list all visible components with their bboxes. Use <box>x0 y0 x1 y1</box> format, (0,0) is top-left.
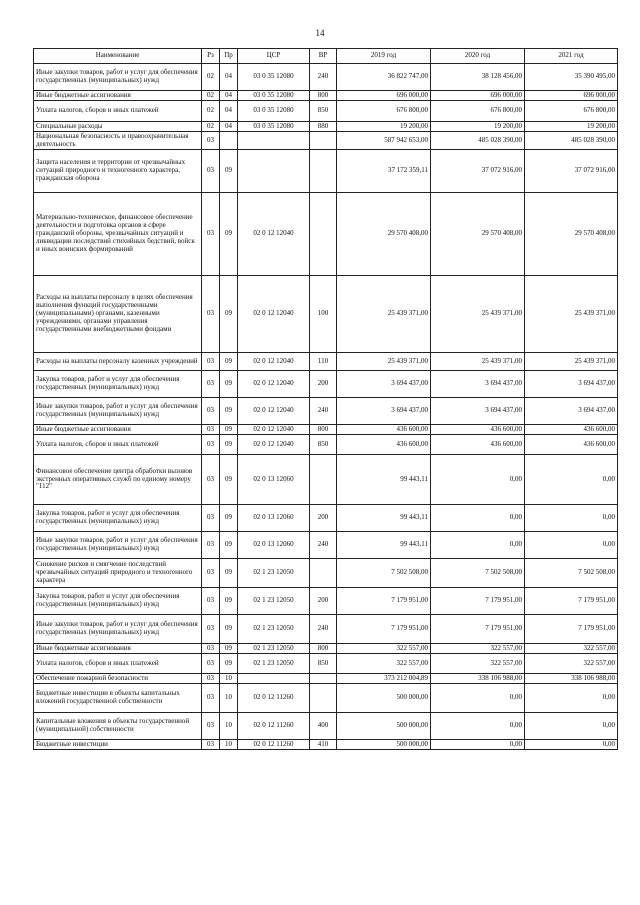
row-2019: 3 694 437,00 <box>337 371 431 398</box>
row-csr: 03 0 35 12080 <box>238 101 310 122</box>
row-pr: 09 <box>220 425 238 435</box>
row-pr: 09 <box>220 654 238 674</box>
table-row <box>34 455 618 505</box>
row-2019: 587 942 653,00 <box>337 132 431 150</box>
row-pr: 04 <box>220 122 238 132</box>
row-vr <box>310 674 337 684</box>
row-2021: 37 072 916,00 <box>525 150 618 193</box>
row-rz: 03 <box>202 532 220 559</box>
table-row <box>34 101 618 122</box>
row-pr: 09 <box>220 435 238 455</box>
row-pr: 04 <box>220 91 238 101</box>
row-2021: 0,00 <box>525 684 618 713</box>
row-vr: 100 <box>310 276 337 353</box>
row-csr: 02 1 23 12050 <box>238 559 310 588</box>
row-rz: 02 <box>202 91 220 101</box>
header-2020: 2020 год <box>431 49 525 64</box>
row-vr: 400 <box>310 713 337 740</box>
row-name: Финансовое обеспечение центра обработки вызовов экстренных оперативных служб по единому номеру "112" <box>34 455 202 505</box>
header-rz: Рз <box>202 49 220 64</box>
row-rz: 03 <box>202 713 220 740</box>
row-pr: 09 <box>220 353 238 371</box>
row-csr: 02 0 13 12060 <box>238 505 310 532</box>
row-name: Бюджетные инвестиции <box>34 740 202 750</box>
row-csr: 02 0 12 11260 <box>238 684 310 713</box>
row-2019: 696 000,00 <box>337 91 431 101</box>
row-vr: 410 <box>310 740 337 750</box>
header-name: Наименование <box>34 49 202 64</box>
row-rz: 03 <box>202 371 220 398</box>
row-pr: 09 <box>220 398 238 425</box>
table-row <box>34 425 618 435</box>
table-row <box>34 132 618 150</box>
row-vr: 240 <box>310 615 337 644</box>
row-2020: 0,00 <box>431 505 525 532</box>
table-row <box>34 371 618 398</box>
row-csr: 02 1 23 12050 <box>238 644 310 654</box>
row-vr <box>310 455 337 505</box>
row-2020: 0,00 <box>431 684 525 713</box>
row-name: Уплата налогов, сборов и иных платежей <box>34 435 202 455</box>
row-csr: 02 0 12 12040 <box>238 193 310 276</box>
row-vr <box>310 150 337 193</box>
row-2021: 322 557,00 <box>525 644 618 654</box>
row-2021: 19 200,00 <box>525 122 618 132</box>
row-2021: 7 502 508,00 <box>525 559 618 588</box>
row-2020: 7 179 951,00 <box>431 615 525 644</box>
row-rz: 03 <box>202 425 220 435</box>
row-2019: 7 502 508,00 <box>337 559 431 588</box>
row-rz: 03 <box>202 276 220 353</box>
row-2019: 19 200,00 <box>337 122 431 132</box>
row-pr: 09 <box>220 455 238 505</box>
row-2019: 25 439 371,00 <box>337 353 431 371</box>
row-rz: 03 <box>202 559 220 588</box>
row-rz: 03 <box>202 505 220 532</box>
row-vr <box>310 132 337 150</box>
row-name: Закупка товаров, работ и услуг для обеспечения государственных (муниципальных) нужд <box>34 371 202 398</box>
row-name: Иные закупки товаров, работ и услуг для обеспечения государственных (муниципальных) нужд <box>34 615 202 644</box>
row-2020: 676 800,00 <box>431 101 525 122</box>
table-row <box>34 654 618 674</box>
row-vr: 110 <box>310 353 337 371</box>
row-2019: 322 557,00 <box>337 644 431 654</box>
row-csr: 02 0 13 12060 <box>238 532 310 559</box>
row-name: Капитальные вложения в объекты государственной (муниципальной) собственности <box>34 713 202 740</box>
row-rz: 03 <box>202 455 220 505</box>
row-2020: 37 072 916,00 <box>431 150 525 193</box>
row-rz: 03 <box>202 150 220 193</box>
header-pr: Пр <box>220 49 238 64</box>
row-2020: 19 200,00 <box>431 122 525 132</box>
row-2019: 676 800,00 <box>337 101 431 122</box>
table-row <box>34 644 618 654</box>
row-vr: 240 <box>310 532 337 559</box>
row-2020: 25 439 371,00 <box>431 353 525 371</box>
row-pr: 10 <box>220 713 238 740</box>
row-2019: 36 822 747,00 <box>337 64 431 91</box>
row-vr: 200 <box>310 371 337 398</box>
row-2020: 0,00 <box>431 532 525 559</box>
row-2019: 436 600,00 <box>337 425 431 435</box>
row-2020: 436 600,00 <box>431 435 525 455</box>
row-name: Иные бюджетные ассигнования <box>34 91 202 101</box>
table-row <box>34 398 618 425</box>
row-rz: 03 <box>202 435 220 455</box>
row-2019: 500 000,00 <box>337 740 431 750</box>
row-csr: 02 0 12 12040 <box>238 276 310 353</box>
row-pr: 10 <box>220 740 238 750</box>
table-row <box>34 740 618 750</box>
row-csr: 02 0 12 12040 <box>238 398 310 425</box>
row-2019: 29 570 408,00 <box>337 193 431 276</box>
row-pr: 09 <box>220 559 238 588</box>
row-pr: 09 <box>220 276 238 353</box>
row-2021: 25 439 371,00 <box>525 353 618 371</box>
row-2019: 99 443,11 <box>337 505 431 532</box>
row-2021: 436 600,00 <box>525 425 618 435</box>
row-name: Иные бюджетные ассигнования <box>34 644 202 654</box>
row-rz: 03 <box>202 644 220 654</box>
row-csr: 02 0 12 12040 <box>238 371 310 398</box>
row-pr: 10 <box>220 674 238 684</box>
table-row <box>34 505 618 532</box>
row-name: Национальная безопасность и правоохранительная деятельность <box>34 132 202 150</box>
row-2021: 0,00 <box>525 455 618 505</box>
row-2020: 3 694 437,00 <box>431 371 525 398</box>
row-name: Иные бюджетные ассигнования <box>34 425 202 435</box>
row-2020: 485 028 390,00 <box>431 132 525 150</box>
row-pr: 09 <box>220 644 238 654</box>
row-csr: 03 0 35 12080 <box>238 122 310 132</box>
row-name: Снижение рисков и смягчение последствий чрезвычайных ситуаций природного и техногенного характера <box>34 559 202 588</box>
row-2021: 3 694 437,00 <box>525 371 618 398</box>
row-csr: 02 0 12 12040 <box>238 435 310 455</box>
row-2019: 7 179 951,00 <box>337 588 431 615</box>
row-vr: 850 <box>310 435 337 455</box>
row-2019: 99 443,11 <box>337 532 431 559</box>
table-row <box>34 276 618 353</box>
row-vr: 800 <box>310 425 337 435</box>
table-body <box>34 64 618 750</box>
row-2019: 25 439 371,00 <box>337 276 431 353</box>
row-2020: 322 557,00 <box>431 654 525 674</box>
row-csr: 03 0 35 12080 <box>238 91 310 101</box>
row-2019: 500 000,00 <box>337 713 431 740</box>
row-pr: 09 <box>220 371 238 398</box>
table-row <box>34 193 618 276</box>
row-rz: 03 <box>202 740 220 750</box>
row-name: Иные закупки товаров, работ и услуг для обеспечения государственных (муниципальных) нужд <box>34 64 202 91</box>
row-name: Защита населения и территории от чрезвычайных ситуаций природного и техногенного характера, гражданская оборона <box>34 150 202 193</box>
row-2020: 25 439 371,00 <box>431 276 525 353</box>
row-vr <box>310 684 337 713</box>
row-2021: 0,00 <box>525 713 618 740</box>
row-2019: 7 179 951,00 <box>337 615 431 644</box>
row-2021: 0,00 <box>525 740 618 750</box>
row-2019: 99 443,11 <box>337 455 431 505</box>
row-2021: 29 570 408,00 <box>525 193 618 276</box>
row-pr: 09 <box>220 588 238 615</box>
row-vr: 240 <box>310 398 337 425</box>
row-name: Материально-техническое, финансовое обеспечение деятельности и подготовка органов в сфере гражданской обороны, чрезвычайных ситуаций и ликвидации последствий стихийных бедствий, войск и иных воинских формирований <box>34 193 202 276</box>
header-2019: 2019 год <box>337 49 431 64</box>
row-rz: 03 <box>202 674 220 684</box>
row-rz: 02 <box>202 122 220 132</box>
row-rz: 02 <box>202 101 220 122</box>
table-row <box>34 532 618 559</box>
row-2021: 696 000,00 <box>525 91 618 101</box>
row-vr: 850 <box>310 654 337 674</box>
row-pr: 04 <box>220 64 238 91</box>
row-2020: 322 557,00 <box>431 644 525 654</box>
row-2021: 25 439 371,00 <box>525 276 618 353</box>
table-row <box>34 150 618 193</box>
row-2021: 7 179 951,00 <box>525 588 618 615</box>
budget-table <box>33 48 618 750</box>
row-2021: 35 390 495,00 <box>525 64 618 91</box>
row-rz: 03 <box>202 615 220 644</box>
row-pr <box>220 132 238 150</box>
row-2020: 7 502 508,00 <box>431 559 525 588</box>
row-rz: 03 <box>202 654 220 674</box>
row-rz: 02 <box>202 64 220 91</box>
row-2020: 0,00 <box>431 455 525 505</box>
row-2021: 3 694 437,00 <box>525 398 618 425</box>
row-name: Закупка товаров, работ и услуг для обеспечения государственных (муниципальных) нужд <box>34 588 202 615</box>
table-row <box>34 435 618 455</box>
table-row <box>34 64 618 91</box>
row-name: Специальные расходы <box>34 122 202 132</box>
row-csr <box>238 674 310 684</box>
row-vr: 200 <box>310 505 337 532</box>
row-csr: 02 1 23 12050 <box>238 654 310 674</box>
row-csr: 02 0 12 11260 <box>238 713 310 740</box>
row-vr: 880 <box>310 122 337 132</box>
row-rz: 03 <box>202 398 220 425</box>
row-name: Уплата налогов, сборов и иных платежей <box>34 654 202 674</box>
row-2019: 373 212 004,89 <box>337 674 431 684</box>
row-2020: 338 106 988,00 <box>431 674 525 684</box>
row-rz: 03 <box>202 132 220 150</box>
row-pr: 09 <box>220 150 238 193</box>
row-2021: 436 600,00 <box>525 435 618 455</box>
row-csr: 02 1 23 12050 <box>238 615 310 644</box>
row-pr: 10 <box>220 684 238 713</box>
row-csr: 02 0 12 12040 <box>238 353 310 371</box>
row-csr: 02 1 23 12050 <box>238 588 310 615</box>
row-2021: 338 106 988,00 <box>525 674 618 684</box>
row-2020: 3 694 437,00 <box>431 398 525 425</box>
row-name: Иные закупки товаров, работ и услуг для обеспечения государственных (муниципальных) нужд <box>34 532 202 559</box>
row-csr <box>238 150 310 193</box>
row-pr: 09 <box>220 615 238 644</box>
row-rz: 03 <box>202 353 220 371</box>
table-row <box>34 713 618 740</box>
header-2021: 2021 год <box>525 49 618 64</box>
row-vr: 800 <box>310 644 337 654</box>
table-row <box>34 122 618 132</box>
row-2021: 0,00 <box>525 532 618 559</box>
row-vr <box>310 559 337 588</box>
row-csr: 03 0 35 12080 <box>238 64 310 91</box>
row-2021: 485 028 390,00 <box>525 132 618 150</box>
row-csr: 02 0 12 11260 <box>238 740 310 750</box>
row-csr: 02 0 12 12040 <box>238 425 310 435</box>
row-name: Закупка товаров, работ и услуг для обеспечения государственных (муниципальных) нужд <box>34 505 202 532</box>
table-row <box>34 353 618 371</box>
row-2021: 676 800,00 <box>525 101 618 122</box>
row-vr: 850 <box>310 101 337 122</box>
row-pr: 04 <box>220 101 238 122</box>
row-name: Расходы на выплаты персоналу казенных учреждений <box>34 353 202 371</box>
table-row <box>34 674 618 684</box>
row-csr: 02 0 13 12060 <box>238 455 310 505</box>
row-2020: 38 128 456,00 <box>431 64 525 91</box>
row-name: Обеспечение пожарной безопасности <box>34 674 202 684</box>
page-number: 14 <box>315 28 325 38</box>
row-pr: 09 <box>220 532 238 559</box>
row-vr: 240 <box>310 64 337 91</box>
row-2019: 500 000,00 <box>337 684 431 713</box>
row-2021: 0,00 <box>525 505 618 532</box>
table-header-row <box>34 49 618 64</box>
row-vr <box>310 193 337 276</box>
row-rz: 03 <box>202 588 220 615</box>
row-name: Расходы на выплаты персоналу в целях обеспечения выполнения функций государственными (муниципальными) органами, казенными учреждениями, органами управления государственными внебюджетными фондами <box>34 276 202 353</box>
row-2020: 7 179 951,00 <box>431 588 525 615</box>
row-csr <box>238 132 310 150</box>
row-2019: 3 694 437,00 <box>337 398 431 425</box>
row-rz: 03 <box>202 684 220 713</box>
table-row <box>34 91 618 101</box>
table-row <box>34 684 618 713</box>
row-name: Уплата налогов, сборов и иных платежей <box>34 101 202 122</box>
table-row <box>34 615 618 644</box>
table-row <box>34 588 618 615</box>
row-vr: 200 <box>310 588 337 615</box>
row-2020: 29 570 408,00 <box>431 193 525 276</box>
row-vr: 800 <box>310 91 337 101</box>
row-name: Бюджетные инвестиции в объекты капитальных вложений государственной собственности <box>34 684 202 713</box>
row-pr: 09 <box>220 193 238 276</box>
header-vr: ВР <box>310 49 337 64</box>
row-2020: 436 600,00 <box>431 425 525 435</box>
row-2019: 37 172 359,11 <box>337 150 431 193</box>
row-2020: 0,00 <box>431 740 525 750</box>
header-csr: ЦСР <box>238 49 310 64</box>
row-name: Иные закупки товаров, работ и услуг для обеспечения государственных (муниципальных) нужд <box>34 398 202 425</box>
row-pr: 09 <box>220 505 238 532</box>
table-row <box>34 559 618 588</box>
row-2019: 436 600,00 <box>337 435 431 455</box>
row-2021: 7 179 951,00 <box>525 615 618 644</box>
row-2021: 322 557,00 <box>525 654 618 674</box>
row-2020: 0,00 <box>431 713 525 740</box>
row-rz: 03 <box>202 193 220 276</box>
row-2019: 322 557,00 <box>337 654 431 674</box>
row-2020: 696 000,00 <box>431 91 525 101</box>
